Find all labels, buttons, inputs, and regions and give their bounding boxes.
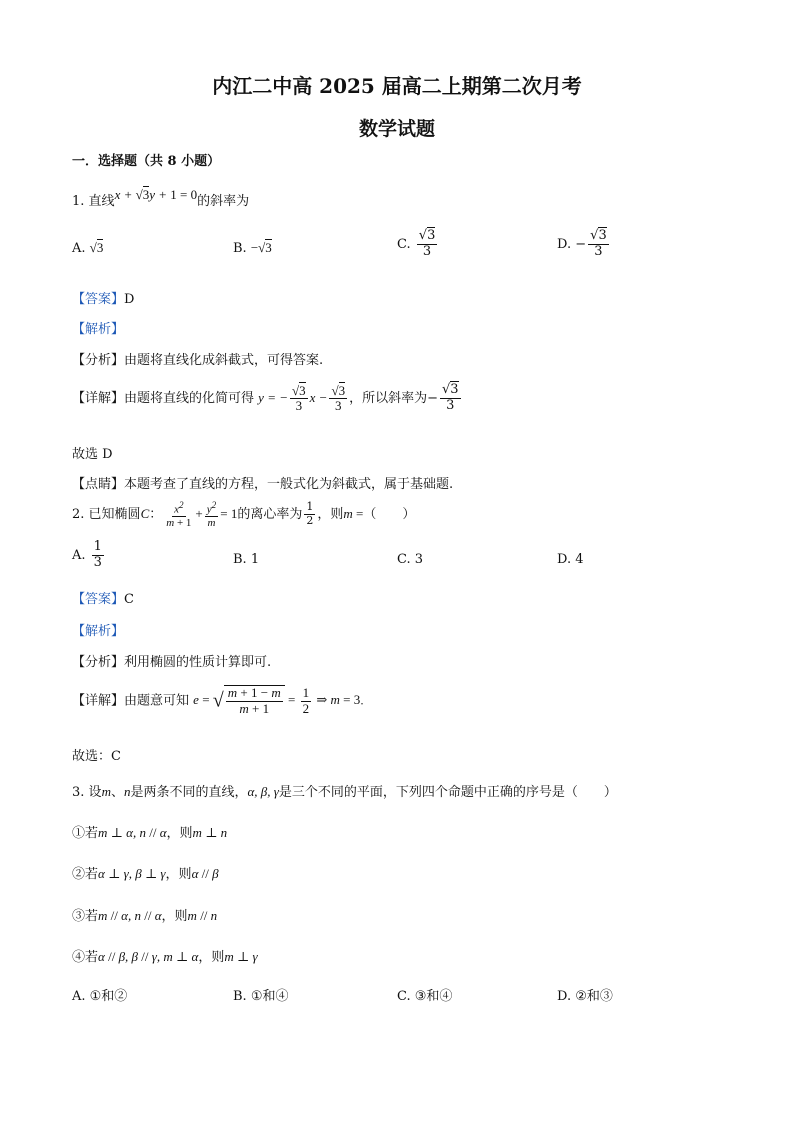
option-label: A.: [72, 241, 86, 256]
answer-value: C: [124, 592, 134, 607]
option-label: A.: [72, 547, 86, 563]
answer-value: D: [124, 292, 135, 307]
statement-1: [72, 822, 227, 841]
math-expression: −√3: [250, 240, 272, 255]
math-expression: $\frac{x^2}{m + 1}$ + $\frac{y^2}{m}$ = 1: [166, 500, 238, 530]
xiangjie-text: 由题将直线的化简可得: [124, 390, 255, 406]
math-expression: e = √ $\frac{m + 1 - m}{m + 1}$ = $\frac{1}{2}$ ⇒ m = 3: [193, 685, 361, 716]
question-number: 1.: [72, 194, 85, 209]
math-expression: m // α, n // α: [98, 908, 162, 923]
statement-text: ②若: [72, 867, 99, 882]
stem-text: 是三个不同的平面，下列四个命题中正确的序号是（ ）: [278, 785, 617, 800]
stem-text: 直线: [88, 194, 115, 209]
section-heading: 一．选择题（共 8 小题）: [72, 154, 221, 169]
question-2-stem: 2. 已知椭圆C： $\frac{x^2}{m + 1}$ + $\frac{y^2}{m}$ = 1的离心率为 $\frac{1}{2}$ ，则m =（ ）: [72, 500, 416, 530]
option-a: [72, 240, 103, 256]
xiangjie-line: [72, 383, 463, 414]
option-a: A. ①和②: [72, 989, 128, 1004]
stem-text: 设: [88, 785, 102, 800]
option-b: B. ①和④: [233, 989, 289, 1004]
option-a: [72, 540, 106, 571]
conclusion: 故选：C: [72, 749, 121, 764]
question-3-stem: 3. 设m、n是两条不同的直线，α, β, γ是三个不同的平面，下列四个命题中正确的序号是（ ）: [72, 784, 617, 800]
math-expression: m // n: [187, 908, 218, 923]
math-expression: m ⊥ γ: [224, 949, 258, 964]
stem-text: （ ）: [363, 506, 416, 522]
statement-2: [72, 863, 219, 882]
fenxi-tag: 【分析】: [72, 353, 125, 368]
math-expression: y = − $\frac{√3}{3}$ x − $\frac{√3}{3}$: [258, 382, 346, 414]
dianjing-text: 本题考查了直线的方程，一般式化为斜截式，属于基础题.: [124, 477, 454, 492]
math-fraction: $\frac{√3}{3}$: [418, 228, 436, 259]
fenxi-tag: 【分析】: [72, 655, 125, 670]
math-expression: m =: [343, 505, 364, 521]
fenxi-text: 利用椭圆的性质计算即可.: [124, 655, 272, 670]
question-number: 3.: [72, 785, 85, 800]
stem-text: 是两条不同的直线，: [130, 785, 248, 800]
xiangjie-line: 【详解】由题意可知 e = √ $\frac{m + 1 - m}{m + 1}$ = $\frac{1}{2}$ ⇒ m = 3.: [72, 685, 364, 716]
option-c: [397, 229, 439, 260]
math-expression: − $\frac{√3}{3}$: [427, 382, 459, 413]
option-d: D. ②和③: [557, 989, 613, 1004]
fenxi-line: [72, 651, 271, 670]
math-expression: − $\frac{√3}{3}$: [575, 228, 607, 259]
question-number: 2.: [72, 506, 85, 522]
statement-3: [72, 905, 217, 924]
answer-line: [72, 288, 134, 307]
stem-text: 已知椭圆: [88, 506, 141, 522]
stem-text: 的斜率为: [197, 194, 250, 209]
option-label: D.: [557, 236, 572, 252]
page-subtitle: 数学试题: [358, 118, 435, 140]
question-1-stem: [72, 187, 250, 209]
math-expression: n: [123, 784, 131, 799]
math-expression: α // β: [191, 866, 219, 881]
option-d: [557, 229, 611, 260]
math-expression: α // β, β // γ, m ⊥ α: [98, 949, 199, 964]
analysis-tag: 【解析】: [72, 624, 125, 639]
math-expression: √3: [89, 240, 104, 255]
option-label: B.: [233, 241, 247, 256]
xiangjie-text: ，所以斜率为: [349, 390, 428, 406]
option-d: D. 4: [557, 552, 584, 567]
stem-text: 的离心率为: [237, 506, 303, 522]
option-c: C. ③和④: [397, 989, 453, 1004]
option-b: B. 1: [233, 552, 260, 567]
answer-tag: 【答案】: [72, 592, 125, 607]
option-label: C.: [397, 236, 411, 252]
fenxi-line: [72, 349, 323, 368]
conclusion: 故选 D: [72, 447, 113, 462]
statement-4: [72, 946, 258, 965]
math-expression: α ⊥ γ, β ⊥ γ: [98, 866, 166, 881]
answer-line: [72, 588, 134, 607]
statement-text: ③若: [72, 909, 99, 924]
xiangjie-text: 由题意可知: [124, 693, 190, 709]
xiangjie-tag: 【详解】: [72, 390, 125, 406]
math-expression: x + √3y + 1 = 0: [114, 187, 198, 202]
math-expression: C: [140, 505, 150, 521]
math-fraction: $\frac{1}{3}$: [93, 539, 102, 570]
option-b: [233, 240, 272, 256]
dianjing-tag: 【点睛】: [72, 477, 125, 492]
stem-text: ，则: [317, 506, 344, 522]
math-expression: m: [101, 784, 111, 799]
page-title: 内江二中高 2025 届高二上期第二次月考: [212, 74, 582, 98]
statement-text: ④若: [72, 950, 99, 965]
option-c: C. 3: [397, 552, 424, 567]
math-expression: α, β, γ: [247, 784, 279, 799]
statement-text: ，则: [198, 950, 225, 965]
statement-text: ，则: [166, 826, 193, 841]
math-fraction: $\frac{1}{2}$: [306, 500, 314, 527]
statement-text: ，则: [165, 867, 192, 882]
math-expression: m ⊥ α, n // α: [98, 825, 167, 840]
fenxi-text: 由题将直线化成斜截式，可得答案.: [124, 353, 324, 368]
answer-tag: 【答案】: [72, 292, 125, 307]
statement-text: ①若: [72, 826, 99, 841]
dianjing-line: [72, 473, 453, 492]
analysis-tag: 【解析】: [72, 322, 125, 337]
xiangjie-tag: 【详解】: [72, 693, 125, 709]
statement-text: ，则: [161, 909, 188, 924]
math-expression: m ⊥ n: [192, 825, 228, 840]
